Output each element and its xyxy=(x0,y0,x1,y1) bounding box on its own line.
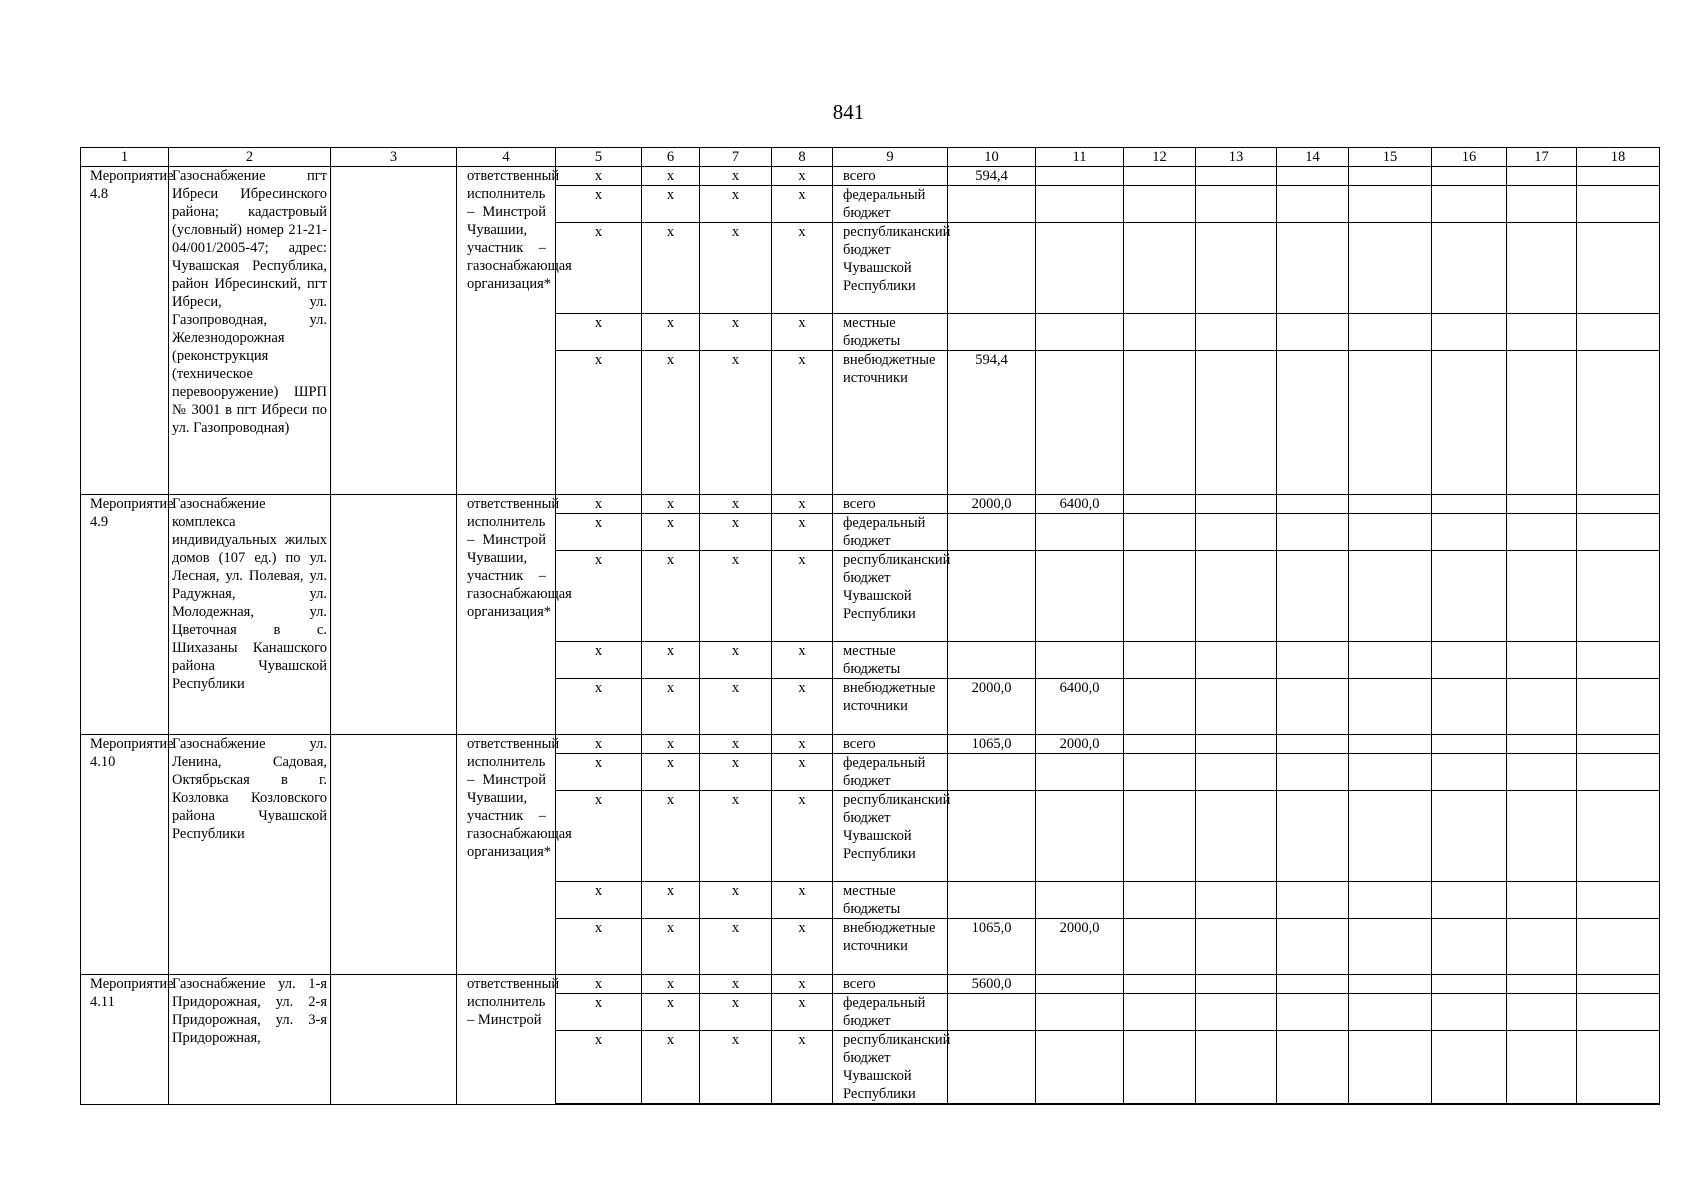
funding-source: местные бюджеты xyxy=(833,314,948,351)
funding-source: внебюджетные источники xyxy=(833,919,948,975)
empty-cell xyxy=(1277,1031,1349,1105)
x-mark: х xyxy=(642,882,700,919)
x-mark: х xyxy=(772,186,833,223)
empty-cell xyxy=(1196,791,1277,882)
table-row xyxy=(81,495,1660,514)
value-col-11 xyxy=(1036,975,1124,994)
value-col-10 xyxy=(948,882,1036,919)
empty-cell xyxy=(1196,1031,1277,1105)
empty-cell xyxy=(1432,994,1507,1031)
empty-cell xyxy=(1196,351,1277,495)
empty-cell xyxy=(1432,167,1507,186)
empty-cell xyxy=(1577,642,1660,679)
value-col-10: 5600,0 xyxy=(948,975,1036,994)
x-mark: х xyxy=(642,975,700,994)
table-row xyxy=(81,975,1660,994)
funding-source: внебюджетные источники xyxy=(833,351,948,495)
x-mark: х xyxy=(556,882,642,919)
funding-source: республиканский бюджет Чувашской Республики xyxy=(833,1031,948,1105)
funding-source: внебюджетные источники xyxy=(833,679,948,735)
empty-cell xyxy=(1277,351,1349,495)
column-header-3: 3 xyxy=(331,148,457,167)
empty-cell xyxy=(1196,882,1277,919)
x-mark: х xyxy=(700,551,772,642)
empty-cell xyxy=(1432,351,1507,495)
x-mark: х xyxy=(556,679,642,735)
x-mark: х xyxy=(772,642,833,679)
empty-cell xyxy=(1432,642,1507,679)
x-mark: х xyxy=(642,1031,700,1105)
x-mark: х xyxy=(772,351,833,495)
empty-cell xyxy=(1277,754,1349,791)
empty-cell xyxy=(331,975,457,1105)
empty-cell xyxy=(1432,735,1507,754)
x-mark: х xyxy=(700,679,772,735)
x-mark: х xyxy=(772,514,833,551)
column-header-12: 12 xyxy=(1124,148,1196,167)
empty-cell xyxy=(1349,1031,1432,1105)
empty-cell xyxy=(1277,167,1349,186)
event-number: Мероприятие 4.10 xyxy=(81,735,169,975)
value-col-10 xyxy=(948,223,1036,314)
empty-cell xyxy=(1507,223,1577,314)
x-mark: х xyxy=(642,735,700,754)
empty-cell xyxy=(1432,495,1507,514)
empty-cell xyxy=(1277,735,1349,754)
empty-cell xyxy=(1349,186,1432,223)
value-col-10 xyxy=(948,314,1036,351)
value-col-10: 1065,0 xyxy=(948,735,1036,754)
x-mark: х xyxy=(700,919,772,975)
value-col-11 xyxy=(1036,1031,1124,1105)
empty-cell xyxy=(1349,495,1432,514)
empty-cell xyxy=(1507,1031,1577,1105)
empty-cell xyxy=(1577,994,1660,1031)
empty-cell xyxy=(1432,1031,1507,1105)
x-mark: х xyxy=(772,167,833,186)
empty-cell xyxy=(1432,186,1507,223)
x-mark: х xyxy=(556,514,642,551)
empty-cell xyxy=(1349,735,1432,754)
x-mark: х xyxy=(772,754,833,791)
empty-cell xyxy=(1577,186,1660,223)
empty-cell xyxy=(1349,754,1432,791)
empty-cell xyxy=(1577,223,1660,314)
empty-cell xyxy=(1277,975,1349,994)
empty-cell xyxy=(1124,754,1196,791)
column-header-13: 13 xyxy=(1196,148,1277,167)
funding-source: всего xyxy=(833,975,948,994)
funding-source: республиканский бюджет Чувашской Республики xyxy=(833,223,948,314)
x-mark: х xyxy=(772,1031,833,1105)
value-col-11 xyxy=(1036,791,1124,882)
empty-cell xyxy=(1124,735,1196,754)
empty-cell xyxy=(1349,642,1432,679)
event-number: Мероприятие 4.9 xyxy=(81,495,169,735)
column-header-16: 16 xyxy=(1432,148,1507,167)
x-mark: х xyxy=(772,994,833,1031)
empty-cell xyxy=(1124,551,1196,642)
empty-cell xyxy=(1349,314,1432,351)
empty-cell xyxy=(1577,882,1660,919)
empty-cell xyxy=(1432,791,1507,882)
x-mark: х xyxy=(556,642,642,679)
x-mark: х xyxy=(700,186,772,223)
empty-cell xyxy=(1196,642,1277,679)
x-mark: х xyxy=(642,186,700,223)
x-mark: х xyxy=(556,167,642,186)
x-mark: х xyxy=(642,994,700,1031)
x-mark: х xyxy=(642,514,700,551)
empty-cell xyxy=(1577,679,1660,735)
x-mark: х xyxy=(700,642,772,679)
x-mark: х xyxy=(772,882,833,919)
value-col-10 xyxy=(948,754,1036,791)
x-mark: х xyxy=(700,754,772,791)
value-col-11 xyxy=(1036,186,1124,223)
empty-cell xyxy=(1196,495,1277,514)
x-mark: х xyxy=(700,495,772,514)
x-mark: х xyxy=(700,314,772,351)
value-col-11: 2000,0 xyxy=(1036,919,1124,975)
empty-cell xyxy=(1277,186,1349,223)
x-mark: х xyxy=(700,514,772,551)
value-col-10: 2000,0 xyxy=(948,495,1036,514)
empty-cell xyxy=(331,167,457,495)
empty-cell xyxy=(1124,223,1196,314)
header-row xyxy=(81,148,1660,167)
column-header-15: 15 xyxy=(1349,148,1432,167)
x-mark: х xyxy=(556,1031,642,1105)
empty-cell xyxy=(1432,551,1507,642)
funding-source: федеральный бюджет xyxy=(833,514,948,551)
empty-cell xyxy=(1349,351,1432,495)
x-mark: х xyxy=(700,1031,772,1105)
empty-cell xyxy=(1196,186,1277,223)
empty-cell xyxy=(1507,514,1577,551)
table-row xyxy=(81,167,1660,186)
x-mark: х xyxy=(642,791,700,882)
empty-cell xyxy=(1507,186,1577,223)
x-mark: х xyxy=(772,791,833,882)
value-col-11: 6400,0 xyxy=(1036,679,1124,735)
empty-cell xyxy=(1432,754,1507,791)
empty-cell xyxy=(1349,167,1432,186)
x-mark: х xyxy=(700,351,772,495)
column-header-17: 17 xyxy=(1507,148,1577,167)
empty-cell xyxy=(1124,514,1196,551)
value-col-11 xyxy=(1036,882,1124,919)
empty-cell xyxy=(331,735,457,975)
column-header-11: 11 xyxy=(1036,148,1124,167)
page-number: 841 xyxy=(832,100,865,124)
empty-cell xyxy=(1507,167,1577,186)
x-mark: х xyxy=(772,495,833,514)
funding-source: федеральный бюджет xyxy=(833,186,948,223)
empty-cell xyxy=(1124,791,1196,882)
x-mark: х xyxy=(556,975,642,994)
empty-cell xyxy=(1432,882,1507,919)
empty-cell xyxy=(1124,919,1196,975)
x-mark: х xyxy=(556,314,642,351)
empty-cell xyxy=(1196,551,1277,642)
funding-source: местные бюджеты xyxy=(833,882,948,919)
empty-cell xyxy=(1124,186,1196,223)
x-mark: х xyxy=(700,994,772,1031)
empty-cell xyxy=(1507,495,1577,514)
x-mark: х xyxy=(556,791,642,882)
empty-cell xyxy=(1196,975,1277,994)
x-mark: х xyxy=(556,994,642,1031)
x-mark: х xyxy=(772,223,833,314)
empty-cell xyxy=(1349,975,1432,994)
empty-cell xyxy=(1577,551,1660,642)
empty-cell xyxy=(1277,919,1349,975)
empty-cell xyxy=(1432,223,1507,314)
empty-cell xyxy=(1124,882,1196,919)
funding-source: федеральный бюджет xyxy=(833,994,948,1031)
column-header-6: 6 xyxy=(642,148,700,167)
value-col-11: 2000,0 xyxy=(1036,735,1124,754)
empty-cell xyxy=(1507,351,1577,495)
x-mark: х xyxy=(700,223,772,314)
empty-cell xyxy=(1432,679,1507,735)
empty-cell xyxy=(1432,314,1507,351)
value-col-10 xyxy=(948,551,1036,642)
value-col-10: 594,4 xyxy=(948,351,1036,495)
empty-cell xyxy=(1196,514,1277,551)
x-mark: х xyxy=(772,735,833,754)
empty-cell xyxy=(1196,679,1277,735)
empty-cell xyxy=(1577,791,1660,882)
executor: ответственный исполнитель – Минстрой Чувашии, участник – газоснабжающая организация* xyxy=(457,167,556,495)
empty-cell xyxy=(1277,642,1349,679)
funding-source: всего xyxy=(833,495,948,514)
x-mark: х xyxy=(556,186,642,223)
event-description: Газоснабжение ул. Ленина, Садовая, Октябрьская в г. Козловка Козловского района Чувашской Республики xyxy=(169,735,331,975)
column-header-1: 1 xyxy=(81,148,169,167)
empty-cell xyxy=(1277,882,1349,919)
empty-cell xyxy=(1432,975,1507,994)
x-mark: х xyxy=(642,679,700,735)
empty-cell xyxy=(1349,223,1432,314)
x-mark: х xyxy=(642,642,700,679)
empty-cell xyxy=(1507,791,1577,882)
executor: ответственный исполнитель – Минстрой Чувашии, участник – газоснабжающая организация* xyxy=(457,495,556,735)
program-table xyxy=(80,147,1660,1105)
value-col-10 xyxy=(948,642,1036,679)
value-col-10: 2000,0 xyxy=(948,679,1036,735)
empty-cell xyxy=(1196,167,1277,186)
empty-cell xyxy=(1124,1031,1196,1105)
x-mark: х xyxy=(556,735,642,754)
empty-cell xyxy=(1349,882,1432,919)
executor: ответственный исполнитель – Минстрой Чувашии, участник – газоснабжающая организация* xyxy=(457,735,556,975)
funding-source: федеральный бюджет xyxy=(833,754,948,791)
value-col-10 xyxy=(948,1031,1036,1105)
value-col-11 xyxy=(1036,754,1124,791)
x-mark: х xyxy=(700,975,772,994)
value-col-11 xyxy=(1036,514,1124,551)
empty-cell xyxy=(1124,642,1196,679)
column-header-5: 5 xyxy=(556,148,642,167)
value-col-10 xyxy=(948,186,1036,223)
x-mark: х xyxy=(772,679,833,735)
x-mark: х xyxy=(642,351,700,495)
empty-cell xyxy=(1196,314,1277,351)
column-header-18: 18 xyxy=(1577,148,1660,167)
x-mark: х xyxy=(556,551,642,642)
event-description: Газоснабжение комплекса индивидуальных жилых домов (107 ед.) по ул. Лесная, ул. Полевая, ул. Радужная, ул. Молодежная, ул. Цветочная в с. Шихазаны Канашского района Чувашской Республики xyxy=(169,495,331,735)
value-col-11 xyxy=(1036,314,1124,351)
empty-cell xyxy=(1349,994,1432,1031)
empty-cell xyxy=(1277,791,1349,882)
empty-cell xyxy=(1507,642,1577,679)
empty-cell xyxy=(1196,994,1277,1031)
funding-source: республиканский бюджет Чувашской Республики xyxy=(833,791,948,882)
empty-cell xyxy=(1507,551,1577,642)
empty-cell xyxy=(1432,919,1507,975)
value-col-11: 6400,0 xyxy=(1036,495,1124,514)
funding-source: всего xyxy=(833,167,948,186)
value-col-11 xyxy=(1036,642,1124,679)
empty-cell xyxy=(1196,754,1277,791)
empty-cell xyxy=(1277,223,1349,314)
empty-cell xyxy=(1577,514,1660,551)
column-header-14: 14 xyxy=(1277,148,1349,167)
empty-cell xyxy=(1277,994,1349,1031)
empty-cell xyxy=(1124,351,1196,495)
empty-cell xyxy=(1349,679,1432,735)
x-mark: х xyxy=(642,551,700,642)
value-col-11 xyxy=(1036,994,1124,1031)
value-col-10: 1065,0 xyxy=(948,919,1036,975)
empty-cell xyxy=(1124,167,1196,186)
empty-cell xyxy=(1432,514,1507,551)
funding-source: местные бюджеты xyxy=(833,642,948,679)
value-col-11 xyxy=(1036,167,1124,186)
empty-cell xyxy=(1277,514,1349,551)
event-description: Газоснабжение пгт Ибреси Ибресинского района; кадастровый (условный) номер 21-21-04/001/2005-47; адрес: Чувашская Республика, район Ибресинский, пгт Ибреси, ул. Газопроводная, ул. Железнодорожная (реконструкция (техническое перевооружение) ШРП № 3001 в пгт Ибреси по ул. Газопроводная) xyxy=(169,167,331,495)
empty-cell xyxy=(1507,975,1577,994)
funding-source: республиканский бюджет Чувашской Республики xyxy=(833,551,948,642)
event-number: Мероприятие 4.11 xyxy=(81,975,169,1105)
empty-cell xyxy=(1124,975,1196,994)
x-mark: х xyxy=(700,167,772,186)
empty-cell xyxy=(1349,551,1432,642)
column-header-10: 10 xyxy=(948,148,1036,167)
x-mark: х xyxy=(556,919,642,975)
empty-cell xyxy=(1507,754,1577,791)
x-mark: х xyxy=(772,551,833,642)
value-col-10 xyxy=(948,791,1036,882)
empty-cell xyxy=(1349,514,1432,551)
empty-cell xyxy=(1196,223,1277,314)
table-body xyxy=(81,148,1660,1105)
empty-cell xyxy=(1277,551,1349,642)
x-mark: х xyxy=(556,495,642,514)
empty-cell xyxy=(1277,314,1349,351)
x-mark: х xyxy=(772,975,833,994)
value-col-11 xyxy=(1036,551,1124,642)
executor: ответственный исполнитель – Минстрой xyxy=(457,975,556,1105)
x-mark: х xyxy=(556,754,642,791)
empty-cell xyxy=(1577,314,1660,351)
column-header-4: 4 xyxy=(457,148,556,167)
column-header-7: 7 xyxy=(700,148,772,167)
empty-cell xyxy=(1577,975,1660,994)
x-mark: х xyxy=(642,919,700,975)
empty-cell xyxy=(1507,735,1577,754)
empty-cell xyxy=(1577,735,1660,754)
column-header-8: 8 xyxy=(772,148,833,167)
empty-cell xyxy=(1124,314,1196,351)
empty-cell xyxy=(1349,919,1432,975)
empty-cell xyxy=(1349,791,1432,882)
empty-cell xyxy=(1507,994,1577,1031)
x-mark: х xyxy=(772,314,833,351)
value-col-10 xyxy=(948,514,1036,551)
column-header-2: 2 xyxy=(169,148,331,167)
empty-cell xyxy=(1577,754,1660,791)
x-mark: х xyxy=(700,735,772,754)
x-mark: х xyxy=(642,495,700,514)
empty-cell xyxy=(1277,495,1349,514)
value-col-11 xyxy=(1036,351,1124,495)
empty-cell xyxy=(1277,679,1349,735)
x-mark: х xyxy=(642,223,700,314)
value-col-10 xyxy=(948,994,1036,1031)
column-header-9: 9 xyxy=(833,148,948,167)
funding-source: всего xyxy=(833,735,948,754)
empty-cell xyxy=(1507,919,1577,975)
empty-cell xyxy=(1577,919,1660,975)
empty-cell xyxy=(1196,919,1277,975)
empty-cell xyxy=(1507,882,1577,919)
empty-cell xyxy=(1577,351,1660,495)
value-col-10: 594,4 xyxy=(948,167,1036,186)
empty-cell xyxy=(1577,1031,1660,1105)
x-mark: х xyxy=(556,223,642,314)
table-row xyxy=(81,735,1660,754)
empty-cell xyxy=(1507,314,1577,351)
empty-cell xyxy=(1196,735,1277,754)
empty-cell xyxy=(1124,495,1196,514)
empty-cell xyxy=(1124,679,1196,735)
empty-cell xyxy=(1577,167,1660,186)
event-number: Мероприятие 4.8 xyxy=(81,167,169,495)
x-mark: х xyxy=(556,351,642,495)
event-description: Газоснабжение ул. 1-я Придорожная, ул. 2-я Придорожная, ул. 3-я Придорожная, xyxy=(169,975,331,1105)
x-mark: х xyxy=(642,167,700,186)
empty-cell xyxy=(1124,994,1196,1031)
empty-cell xyxy=(1507,679,1577,735)
x-mark: х xyxy=(700,791,772,882)
x-mark: х xyxy=(642,314,700,351)
x-mark: х xyxy=(772,919,833,975)
x-mark: х xyxy=(700,882,772,919)
x-mark: х xyxy=(642,754,700,791)
value-col-11 xyxy=(1036,223,1124,314)
empty-cell xyxy=(1577,495,1660,514)
empty-cell xyxy=(331,495,457,735)
